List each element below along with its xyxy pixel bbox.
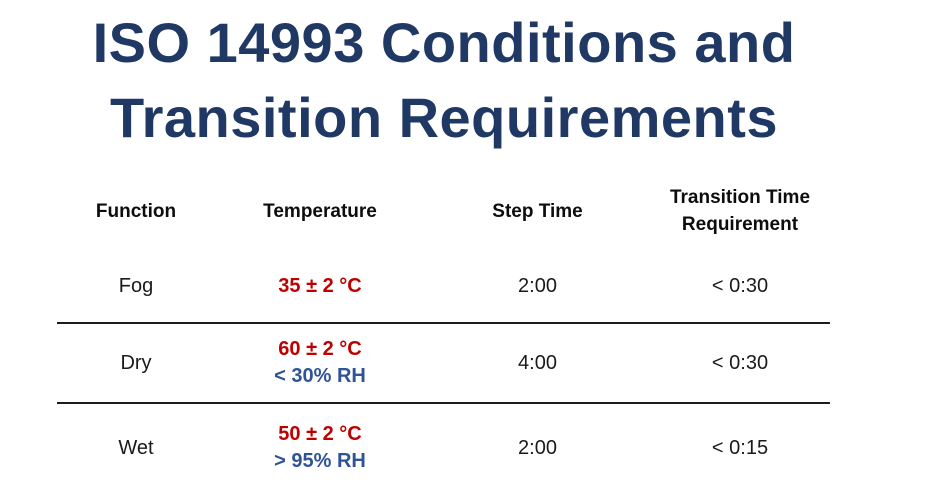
- temperature-value: 50 ± 2 °C: [278, 423, 362, 445]
- column-header-transition-time-requirement: Transition Time Requirement: [669, 187, 811, 235]
- table-row-fog: [57, 250, 830, 324]
- transition-time-cell: < 0:30: [711, 274, 769, 297]
- transition-time-cell: < 0:30: [711, 351, 769, 374]
- humidity-value: > 95% RH: [274, 450, 366, 472]
- temperature-cell: [215, 338, 425, 388]
- conditions-table: [57, 174, 830, 492]
- function-cell: Fog: [118, 274, 154, 297]
- temperature-cell: [215, 423, 425, 473]
- function-cell: Wet: [118, 436, 154, 459]
- humidity-value: < 30% RH: [274, 365, 366, 387]
- table-row-wet: [57, 404, 830, 492]
- column-header-step-time: Step Time: [492, 200, 583, 222]
- table-row-dry: [57, 324, 830, 404]
- transition-time-cell: < 0:15: [711, 436, 769, 459]
- column-header-temperature: Temperature: [263, 200, 377, 222]
- step-time-cell: 2:00: [518, 274, 557, 297]
- step-time-cell: 2:00: [518, 436, 557, 459]
- slide-title-line1: ISO 14993 Conditions and: [92, 11, 796, 74]
- column-header-function: Function: [95, 200, 177, 222]
- step-time-cell: 4:00: [518, 351, 557, 374]
- function-cell: Dry: [120, 351, 152, 374]
- temperature-value: 60 ± 2 °C: [278, 338, 362, 360]
- table-header-row: [57, 174, 830, 250]
- temperature-cell: [215, 275, 425, 298]
- slide-title-line2: Transition Requirements: [109, 86, 779, 149]
- temperature-value: 35 ± 2 °C: [278, 274, 362, 297]
- slide-title: [0, 0, 888, 155]
